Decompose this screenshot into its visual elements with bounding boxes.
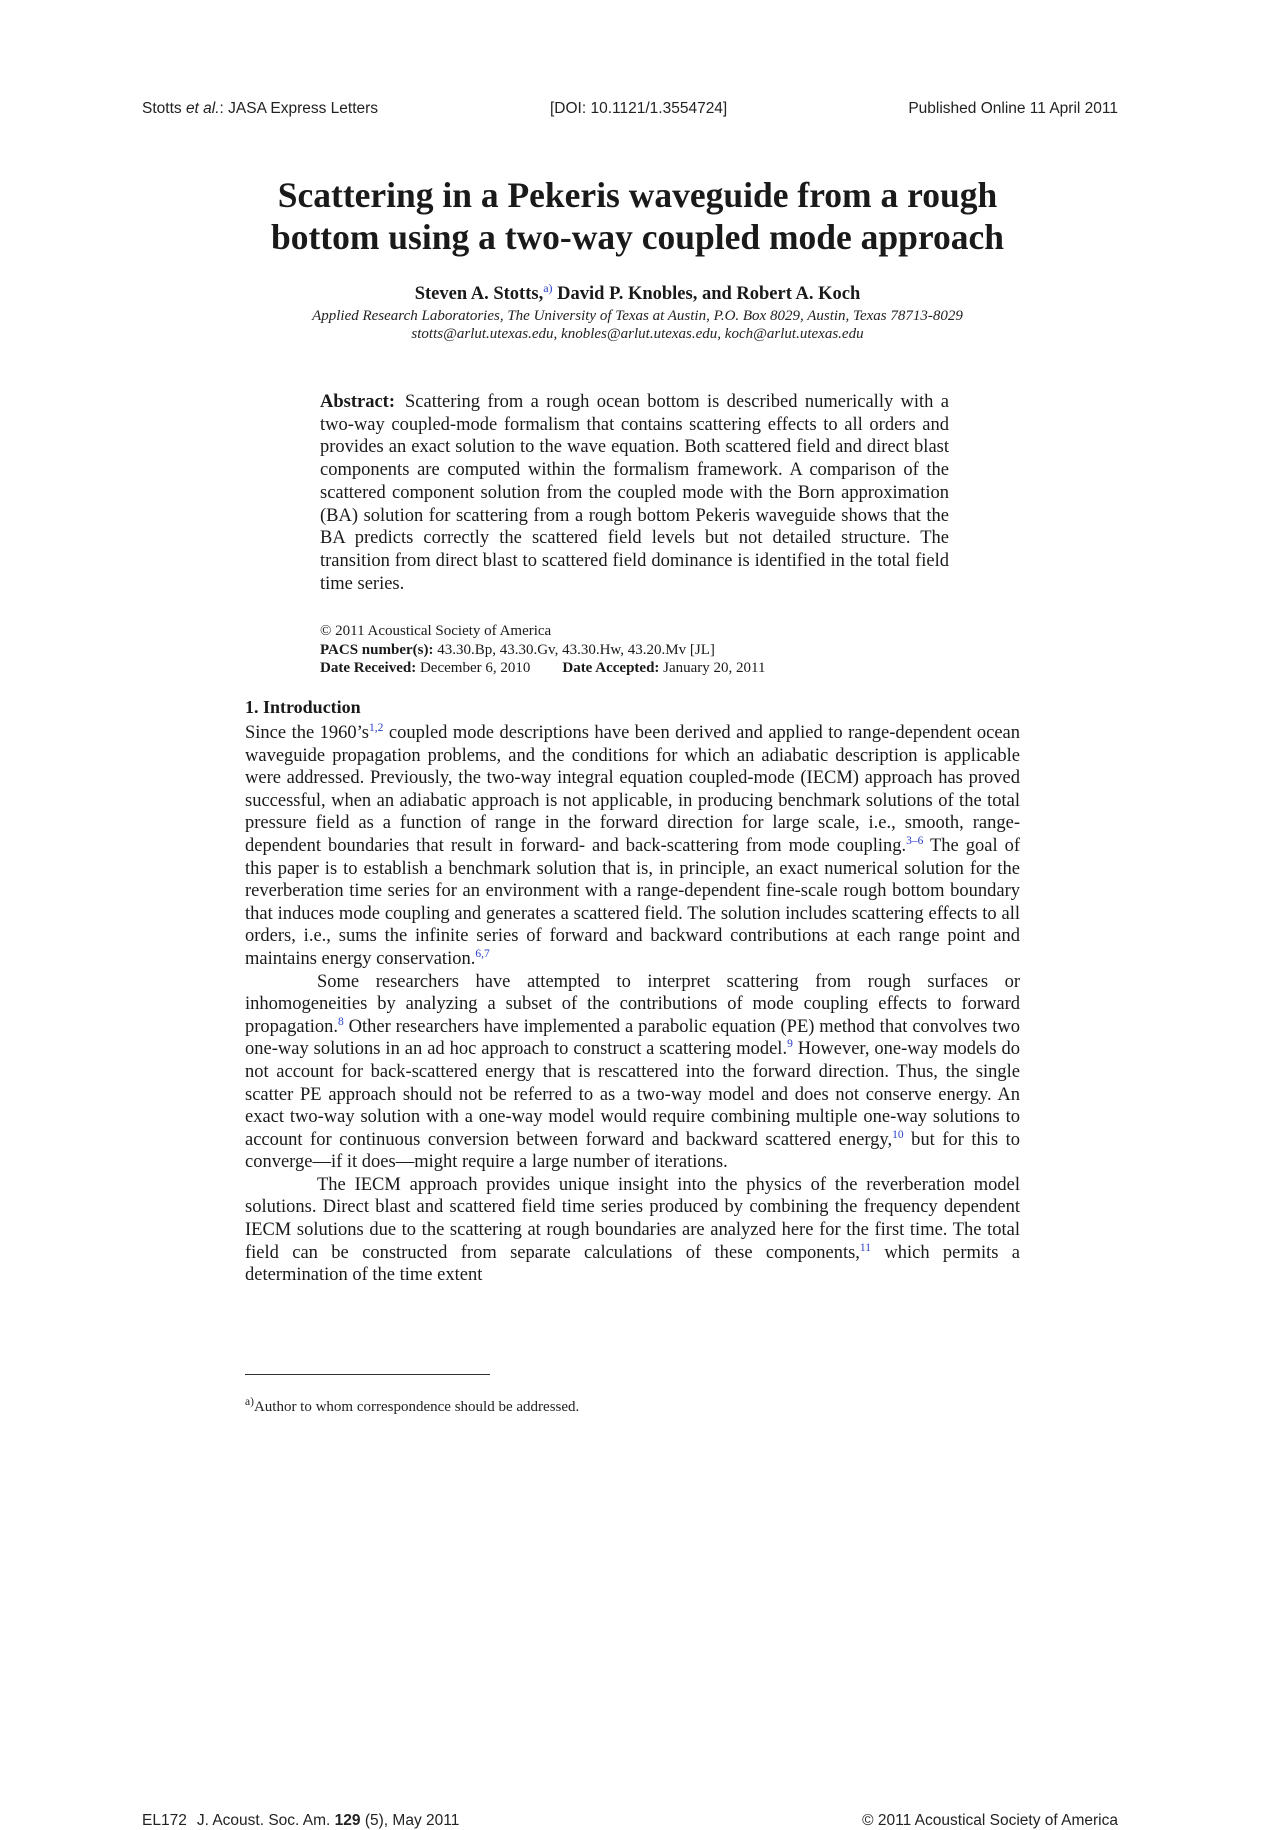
paragraph-2: Some researchers have attempted to interpret scattering from rough surfaces or inhomogeneities by analyzing a subset of the contributions of mode coupling effects to forward propagation.$^8$ Other researchers have implemented a parabolic equation (PE) method that convolves two one-way solutions in an ad hoc approach to construct a scattering model.$^9$ However, one-way models do not account for back-scattered energy that is rescattered into the forward direction. Thus, the single scatter PE approach should not be referred to as a two-way model and does not conserve energy. An exact two-way solution with a one-way model would require combining multiple one-way solutions to account for continuous conversion between forward and backward scattered energy,$^{10}$ but for this to converge—if it does—might require a large number of iterations. — [245, 971, 1020, 1173]
citation-link[interactable]: 8 — [338, 1015, 344, 1028]
article-meta — [320, 622, 949, 678]
footer-copyright: © 2011 Acoustical Society of America — [862, 1812, 1118, 1829]
citation-link[interactable]: 1,2 — [369, 721, 384, 734]
paper-title — [150, 174, 1125, 258]
copyright-line: © 2011 Acoustical Society of America — [320, 623, 552, 639]
running-head-doi: [DOI: 10.1121/1.3554724] — [550, 100, 728, 117]
footnote-divider — [245, 1374, 490, 1375]
abstract-label: Abstract: — [320, 392, 396, 412]
dates-line: Date Received: December 6, 2010 Date Accepted: January 20, 2011 — [320, 660, 766, 677]
citation-link[interactable]: 9 — [787, 1038, 793, 1051]
footnote — [245, 1396, 580, 1416]
abstract-text: Scattering from a rough ocean bottom is described numerically with a two-way coupled-mode formalism that contains scattering effects to all orders and provides an exact solution to the wave equation. Both scattered field and direct blast components are computed within the formalism framework. A comparison of the scattered component solution from the coupled mode with the Born approximation (BA) solution for scattering from a rough bottom Pekeris waveguide shows that the BA predicts correctly the scattered field levels but not detailed structure. The transition from direct blast to scattered field dominance is identified in the total field time series. — [320, 392, 949, 594]
footnote-mark: a) — [245, 1396, 254, 1408]
running-head-left: Stotts et al.: JASA Express Letters — [142, 100, 379, 117]
pacs-line: PACS number(s): 43.30.Bp, 43.30.Gv, 43.30.Hw, 43.20.Mv [JL] — [320, 641, 715, 658]
footnote-text: Author to whom correspondence should be addressed. — [253, 1399, 580, 1415]
affiliation-institution: Applied Research Laboratories, The University of Texas at Austin, P.O. Box 8029, Austin, Texas 78713-8029 — [312, 308, 963, 324]
footer-citation: EL172 J. Acoust. Soc. Am. 129 (5), May 2011 — [142, 1812, 460, 1829]
author-note-link[interactable]: a) — [543, 281, 553, 295]
page-number: EL172 — [142, 1812, 187, 1829]
author-rest: David P. Knobles, and Robert A. Koch — [552, 284, 861, 305]
citation-link[interactable]: 11 — [859, 1241, 871, 1254]
title-line-2: bottom using a two-way coupled mode approach — [270, 217, 1005, 257]
author-first: Steven A. Stotts, — [414, 284, 544, 305]
paragraph-1: Since the $1960’s^{1,2}$ coupled mode descriptions have been derived and applied to range-dependent ocean waveguide propagation problems, and the conditions for which an adiabatic description is applicable were addressed. Previously, the two-way integral equation coupled-mode (IECM) approach has proved successful, when an adiabatic approach is not applicable, in producing benchmark solutions of the total pressure field as a function of range in the forward direction for large scale, i.e., smooth, range-dependent boundaries that result in forward- and back-scattering from mode coupling.$^{3-6}$ The goal of this paper is to establish a benchmark solution that is, in principle, an exact numerical solution for the reverberation time series for an environment with a range-dependent fine-scale rough bottom boundary that induces mode coupling and generates a scattered field. The solution includes scattering effects to all orders, i.e., sums the infinite series of forward and backward contributions at each range point and maintains energy conservation.$^{6,7}$ — [245, 721, 1021, 969]
author-list — [150, 281, 1125, 305]
running-head — [142, 100, 1118, 124]
section-heading: 1. Introduction — [245, 697, 361, 717]
citation-link[interactable]: 10 — [892, 1128, 904, 1141]
abstract — [320, 391, 949, 595]
citation-link[interactable]: 3–6 — [906, 834, 924, 847]
title-line-1: Scattering in a Pekeris waveguide from a rough — [277, 175, 998, 215]
body-text — [245, 722, 1020, 1287]
citation-link[interactable]: 6,7 — [475, 947, 490, 960]
paragraph-3: The IECM approach provides unique insight into the physics of the reverberation model solutions. Direct blast and scattered field time series produced by combining the frequency dependent IECM solutions due to the scattering at rough boundaries are analyzed here for the first time. The total field can be constructed from separate calculations of these components,$^{11}$ which permits a determination of the time extent — [245, 1174, 1020, 1286]
affiliation — [150, 307, 1125, 343]
running-head-published: Published Online 11 April 2011 — [908, 100, 1118, 117]
affiliation-emails: stotts@arlut.utexas.edu, knobles@arlut.utexas.edu, koch@arlut.utexas.edu — [411, 326, 864, 342]
